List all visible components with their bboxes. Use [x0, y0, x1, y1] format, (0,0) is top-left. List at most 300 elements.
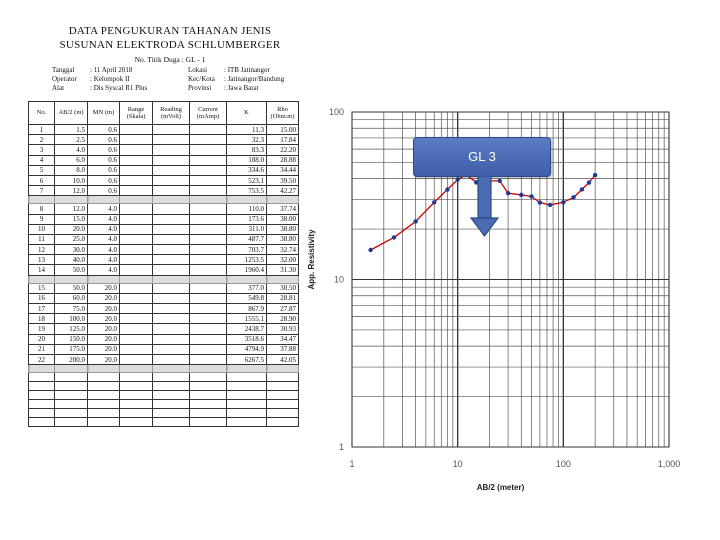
cell-rho: 34.47	[267, 334, 299, 344]
table-cell	[267, 409, 299, 418]
x-tick-label: 10	[452, 459, 463, 469]
table-cell	[88, 418, 120, 427]
table-cell	[190, 400, 227, 409]
table-cell	[120, 186, 153, 196]
table-cell	[120, 204, 153, 214]
meta-label: Tanggal	[52, 66, 75, 74]
table-cell	[88, 391, 120, 400]
table-cell	[29, 382, 55, 391]
cell-no: 5	[29, 165, 55, 175]
gl3-callout: GL 3	[413, 137, 551, 177]
cell-ab2: 20.0	[55, 224, 88, 234]
table-empty-row	[29, 400, 299, 409]
point-label: No. Titik Duga : GL - 1	[134, 55, 206, 64]
table-cell	[190, 204, 227, 214]
meta-left	[52, 66, 147, 93]
column-header: Rho (Ohm.m)	[267, 102, 299, 125]
cell-k: 523.1	[227, 175, 267, 185]
cell-mn: 0.6	[88, 145, 120, 155]
cell-no: 3	[29, 145, 55, 155]
table-cell	[190, 265, 227, 275]
table-cell	[153, 135, 190, 145]
meta-value: : ITB Jatinangor	[224, 66, 270, 74]
cell-ab2: 175.0	[55, 344, 88, 354]
table-header-row	[29, 102, 299, 125]
table-cell	[153, 165, 190, 175]
column-header: K	[227, 102, 267, 125]
cell-no: 7	[29, 186, 55, 196]
cell-ab2: 6.0	[55, 155, 88, 165]
cell-no: 16	[29, 293, 55, 303]
table-cell	[88, 275, 120, 283]
cell-k: 110.0	[227, 204, 267, 214]
table-cell	[120, 382, 153, 391]
table-cell	[153, 224, 190, 234]
table-separator-row	[29, 275, 299, 283]
table-row	[29, 304, 299, 314]
table-cell	[190, 344, 227, 354]
table-cell	[153, 196, 190, 204]
cell-rho: 28.81	[267, 293, 299, 303]
table-row	[29, 334, 299, 344]
cell-rho: 38.80	[267, 224, 299, 234]
cell-rho: 38.80	[267, 234, 299, 244]
data-point	[571, 195, 575, 199]
meta-value: : Jawa Barat	[224, 84, 259, 92]
column-header: Reading (mVolt)	[153, 102, 190, 125]
data-point	[519, 193, 523, 197]
cell-mn: 4.0	[88, 265, 120, 275]
table-cell	[120, 391, 153, 400]
table-cell	[190, 135, 227, 145]
cell-rho: 32.74	[267, 245, 299, 255]
table-cell	[153, 214, 190, 224]
data-point	[455, 177, 459, 181]
data-point	[548, 203, 552, 207]
cell-no: 14	[29, 265, 55, 275]
table-row	[29, 214, 299, 224]
meta-right	[188, 66, 284, 93]
y-tick-label: 1	[338, 442, 344, 452]
cell-k: 83.3	[227, 145, 267, 155]
table-cell	[190, 324, 227, 334]
table-cell	[120, 175, 153, 185]
table-row	[29, 224, 299, 234]
table-row	[29, 265, 299, 275]
table-cell	[267, 400, 299, 409]
cell-k: 1253.5	[227, 255, 267, 265]
table-cell	[190, 382, 227, 391]
cell-rho: 34.44	[267, 165, 299, 175]
cell-no: 11	[29, 234, 55, 244]
table-cell	[55, 373, 88, 382]
x-tick-label: 100	[555, 459, 571, 469]
cell-no: 9	[29, 214, 55, 224]
table-row	[29, 135, 299, 145]
meta-label: Alat	[52, 84, 65, 92]
data-point	[432, 200, 436, 204]
table-cell	[120, 418, 153, 427]
table-cell	[227, 382, 267, 391]
table-cell	[120, 324, 153, 334]
table-row	[29, 165, 299, 175]
data-point	[593, 173, 597, 177]
cell-rho: 32.00	[267, 255, 299, 265]
table-cell	[153, 145, 190, 155]
cell-k: 11.3	[227, 125, 267, 135]
table-cell	[153, 204, 190, 214]
table-cell	[153, 344, 190, 354]
y-tick-label: 100	[328, 107, 344, 117]
table-cell	[190, 418, 227, 427]
table-cell	[120, 224, 153, 234]
cell-k: 3518.6	[227, 334, 267, 344]
table-row	[29, 234, 299, 244]
table-cell	[120, 155, 153, 165]
table-cell	[227, 391, 267, 400]
cell-no: 17	[29, 304, 55, 314]
cell-k: 311.0	[227, 224, 267, 234]
table-row	[29, 255, 299, 265]
table-cell	[120, 373, 153, 382]
cell-mn: 20.0	[88, 354, 120, 364]
cell-k: 334.6	[227, 165, 267, 175]
cell-mn: 0.6	[88, 135, 120, 145]
table-cell	[29, 373, 55, 382]
table-empty-row	[29, 391, 299, 400]
table-row	[29, 204, 299, 214]
cell-mn: 0.6	[88, 186, 120, 196]
table-cell	[55, 365, 88, 373]
table-cell	[55, 391, 88, 400]
table-cell	[267, 391, 299, 400]
table-cell	[153, 373, 190, 382]
cell-ab2: 4.0	[55, 145, 88, 155]
table-cell	[227, 196, 267, 204]
cell-no: 20	[29, 334, 55, 344]
table-cell	[153, 334, 190, 344]
table-cell	[120, 145, 153, 155]
cell-mn: 20.0	[88, 334, 120, 344]
cell-rho: 28.88	[267, 155, 299, 165]
cell-no: 1	[29, 125, 55, 135]
table-cell	[190, 314, 227, 324]
cell-ab2: 200.0	[55, 354, 88, 364]
table-cell	[227, 373, 267, 382]
cell-ab2: 40.0	[55, 255, 88, 265]
cell-no: 18	[29, 314, 55, 324]
table-cell	[190, 214, 227, 224]
data-point	[413, 219, 417, 223]
cell-k: 4794.9	[227, 344, 267, 354]
table-cell	[29, 400, 55, 409]
table-cell	[120, 255, 153, 265]
cell-k: 6267.5	[227, 354, 267, 364]
cell-mn: 20.0	[88, 314, 120, 324]
data-point	[368, 248, 372, 252]
table-row	[29, 186, 299, 196]
cell-no: 12	[29, 245, 55, 255]
column-header: Current (mAmp)	[190, 102, 227, 125]
cell-k: 1555.1	[227, 314, 267, 324]
cell-mn: 4.0	[88, 204, 120, 214]
table-cell	[55, 196, 88, 204]
y-axis-label: App. Resistivity	[307, 229, 316, 290]
cell-no: 4	[29, 155, 55, 165]
table-empty-row	[29, 409, 299, 418]
meta-value: : 11 April 2018	[90, 66, 133, 74]
table-cell	[227, 400, 267, 409]
table-cell	[120, 354, 153, 364]
cell-rho: 42.05	[267, 354, 299, 364]
table-cell	[88, 400, 120, 409]
table-cell	[153, 155, 190, 165]
table-row	[29, 293, 299, 303]
table-cell	[120, 304, 153, 314]
cell-mn: 4.0	[88, 255, 120, 265]
table-cell	[153, 365, 190, 373]
cell-no: 15	[29, 283, 55, 293]
cell-k: 32.3	[227, 135, 267, 145]
cell-no: 13	[29, 255, 55, 265]
table-cell	[55, 418, 88, 427]
data-point	[529, 194, 533, 198]
table-cell	[190, 304, 227, 314]
cell-k: 703.7	[227, 245, 267, 255]
cell-mn: 0.6	[88, 155, 120, 165]
table-row	[29, 175, 299, 185]
cell-ab2: 12.0	[55, 186, 88, 196]
data-point	[580, 187, 584, 191]
cell-k: 188.0	[227, 155, 267, 165]
table-cell	[153, 234, 190, 244]
table-cell	[190, 365, 227, 373]
cell-ab2: 125.0	[55, 324, 88, 334]
table-cell	[153, 304, 190, 314]
cell-ab2: 1.5	[55, 125, 88, 135]
table-cell	[227, 275, 267, 283]
cell-rho: 42.27	[267, 186, 299, 196]
table-cell	[120, 245, 153, 255]
table-cell	[55, 382, 88, 391]
table-cell	[190, 155, 227, 165]
x-axis-label: AB/2 (meter)	[476, 483, 525, 492]
table-cell	[120, 234, 153, 244]
table-row	[29, 344, 299, 354]
cell-ab2: 50.0	[55, 265, 88, 275]
meta-label: Operator	[52, 75, 77, 83]
cell-k: 377.0	[227, 283, 267, 293]
table-cell	[190, 175, 227, 185]
cell-mn: 0.6	[88, 165, 120, 175]
cell-ab2: 8.0	[55, 165, 88, 175]
table-cell	[120, 196, 153, 204]
table-cell	[88, 382, 120, 391]
x-tick-label: 1	[349, 459, 355, 469]
table-cell	[190, 354, 227, 364]
cell-ab2: 150.0	[55, 334, 88, 344]
table-row	[29, 354, 299, 364]
table-cell	[190, 293, 227, 303]
table-cell	[120, 283, 153, 293]
table-cell	[153, 255, 190, 265]
table-cell	[29, 365, 55, 373]
table-cell	[153, 314, 190, 324]
table-cell	[120, 400, 153, 409]
cell-k: 549.8	[227, 293, 267, 303]
cell-ab2: 15.0	[55, 214, 88, 224]
cell-rho: 30.50	[267, 283, 299, 293]
column-header: MN (m)	[88, 102, 120, 125]
table-cell	[190, 125, 227, 135]
cell-mn: 0.6	[88, 125, 120, 135]
table-cell	[120, 314, 153, 324]
table-cell	[190, 196, 227, 204]
table-cell	[267, 373, 299, 382]
data-point	[445, 187, 449, 191]
table-cell	[55, 275, 88, 283]
table-cell	[88, 409, 120, 418]
table-row	[29, 314, 299, 324]
data-point	[506, 191, 510, 195]
cell-no: 22	[29, 354, 55, 364]
table-cell	[153, 283, 190, 293]
cell-ab2: 30.0	[55, 245, 88, 255]
meta-value: : Kelompok II	[90, 75, 130, 83]
table-cell	[153, 265, 190, 275]
cell-no: 8	[29, 204, 55, 214]
meta-value: : Jatinangor/Bandung	[224, 75, 285, 83]
table-cell	[190, 334, 227, 344]
table-cell	[153, 125, 190, 135]
cell-mn: 20.0	[88, 293, 120, 303]
column-header: Range (Skala)	[120, 102, 153, 125]
table-cell	[153, 245, 190, 255]
cell-k: 2438.7	[227, 324, 267, 334]
cell-mn: 4.0	[88, 245, 120, 255]
table-cell	[120, 165, 153, 175]
cell-mn: 20.0	[88, 324, 120, 334]
document-title: DATA PENGUKURAN TAHANAN JENIS	[68, 25, 272, 37]
table-row	[29, 324, 299, 334]
cell-rho: 31.30	[267, 265, 299, 275]
table-cell	[190, 165, 227, 175]
cell-k: 753.5	[227, 186, 267, 196]
cell-k: 867.9	[227, 304, 267, 314]
x-tick-label: 1,000	[657, 459, 681, 469]
column-header: AB/2 (m)	[55, 102, 88, 125]
document-subtitle: SUSUNAN ELEKTRODA SCHLUMBERGER	[59, 39, 281, 51]
table-cell	[88, 373, 120, 382]
table-cell	[120, 334, 153, 344]
cell-no: 2	[29, 135, 55, 145]
table-cell	[153, 293, 190, 303]
table-cell	[153, 324, 190, 334]
table-cell	[120, 135, 153, 145]
table-cell	[88, 196, 120, 204]
table-cell	[153, 186, 190, 196]
cell-mn: 4.0	[88, 214, 120, 224]
cell-ab2: 50.0	[55, 283, 88, 293]
table-cell	[153, 400, 190, 409]
table-cell	[55, 400, 88, 409]
table-cell	[120, 365, 153, 373]
data-point	[587, 180, 591, 184]
cell-k: 1960.4	[227, 265, 267, 275]
table-cell	[267, 418, 299, 427]
cell-mn: 20.0	[88, 344, 120, 354]
cell-mn: 4.0	[88, 224, 120, 234]
table-cell	[267, 365, 299, 373]
cell-rho: 38.00	[267, 214, 299, 224]
table-row	[29, 283, 299, 293]
table-cell	[120, 275, 153, 283]
table-cell	[267, 196, 299, 204]
table-cell	[88, 365, 120, 373]
table-cell	[29, 418, 55, 427]
table-cell	[190, 391, 227, 400]
table-cell	[120, 214, 153, 224]
table-cell	[227, 409, 267, 418]
cell-no: 10	[29, 224, 55, 234]
table-cell	[29, 391, 55, 400]
table-cell	[120, 125, 153, 135]
table-empty-row	[29, 418, 299, 427]
table-cell	[29, 409, 55, 418]
cell-ab2: 75.0	[55, 304, 88, 314]
data-point	[561, 200, 565, 204]
table-cell	[153, 275, 190, 283]
cell-rho: 27.87	[267, 304, 299, 314]
table-cell	[190, 283, 227, 293]
cell-rho: 37.74	[267, 204, 299, 214]
table-row	[29, 145, 299, 155]
table-cell	[153, 175, 190, 185]
table-cell	[227, 365, 267, 373]
table-cell	[120, 344, 153, 354]
table-separator-row	[29, 365, 299, 373]
cell-mn: 20.0	[88, 304, 120, 314]
table-cell	[190, 255, 227, 265]
table-cell	[267, 382, 299, 391]
table-cell	[227, 418, 267, 427]
cell-rho: 28.90	[267, 314, 299, 324]
table-cell	[120, 409, 153, 418]
table-cell	[190, 409, 227, 418]
table-cell	[55, 409, 88, 418]
cell-k: 487.7	[227, 234, 267, 244]
table-row	[29, 245, 299, 255]
cell-ab2: 10.0	[55, 175, 88, 185]
table-cell	[153, 391, 190, 400]
measurement-table	[28, 101, 299, 427]
table-cell	[190, 234, 227, 244]
table-cell	[267, 275, 299, 283]
table-cell	[120, 265, 153, 275]
data-point	[392, 235, 396, 239]
cell-rho: 39.50	[267, 175, 299, 185]
cell-ab2: 25.0	[55, 234, 88, 244]
table-cell	[190, 186, 227, 196]
cell-rho: 22.20	[267, 145, 299, 155]
table-separator-row	[29, 196, 299, 204]
table-empty-row	[29, 382, 299, 391]
cell-rho: 15.00	[267, 125, 299, 135]
cell-mn: 20.0	[88, 283, 120, 293]
meta-label: Kec/Kota	[188, 75, 215, 83]
cell-ab2: 12.0	[55, 204, 88, 214]
cell-rho: 30.93	[267, 324, 299, 334]
